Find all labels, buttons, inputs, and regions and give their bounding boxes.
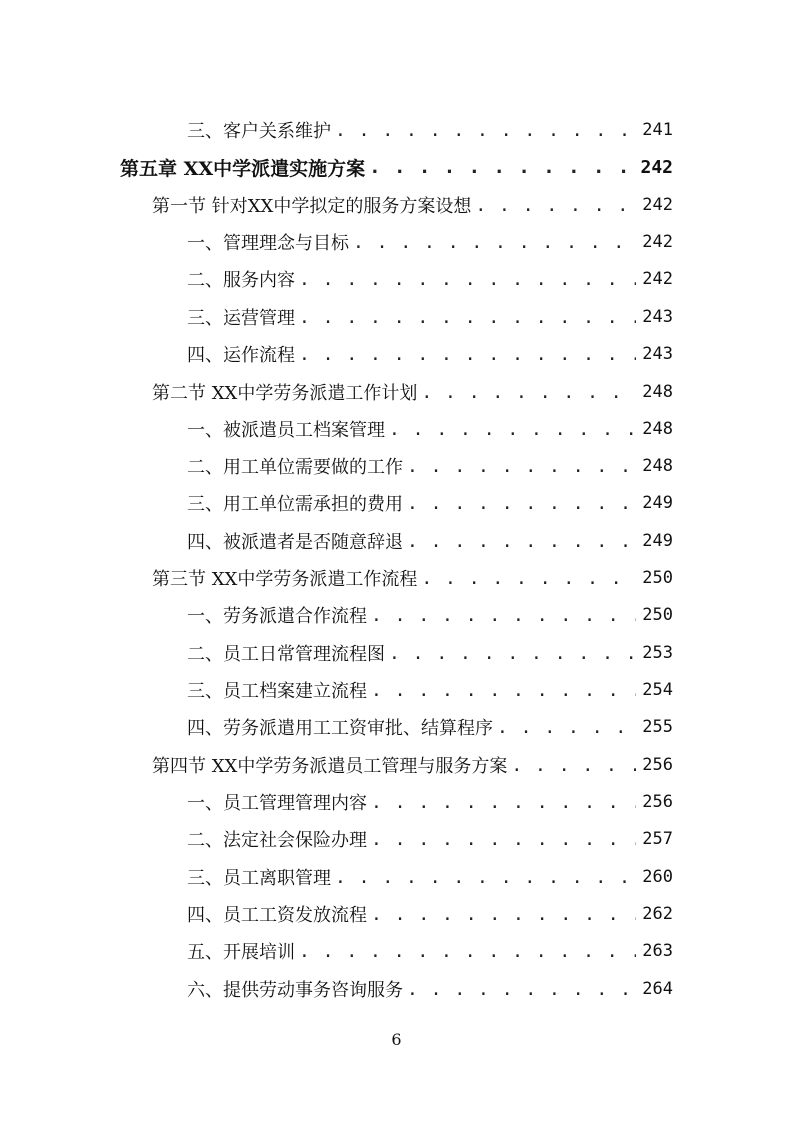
toc-entry[interactable] <box>0 712 673 742</box>
dot-leader <box>299 941 636 962</box>
toc-entry-title: 四、劳务派遣用工工资审批、结算程序 <box>187 718 493 739</box>
toc-entry-page: 256 <box>642 792 673 812</box>
toc-entry-title: 一、劳务派遣合作流程 <box>187 606 367 627</box>
toc-entry-page: 242 <box>642 195 673 215</box>
dot-leader <box>407 531 636 552</box>
dot-leader <box>371 829 636 850</box>
dot-leader <box>389 643 636 664</box>
toc-entry-page: 248 <box>642 382 673 402</box>
toc-entry-page: 262 <box>642 904 673 924</box>
dot-leader <box>371 792 636 813</box>
dot-leader <box>511 755 636 776</box>
toc-entry[interactable] <box>0 862 673 892</box>
dot-leader <box>407 456 636 477</box>
toc-entry-title: 二、服务内容 <box>187 270 295 291</box>
toc-entry[interactable] <box>0 526 673 556</box>
dot-leader <box>335 120 636 141</box>
toc-entry-page: 243 <box>642 307 673 327</box>
toc-entry[interactable] <box>0 824 673 854</box>
toc-entry[interactable] <box>0 302 673 332</box>
toc-entry[interactable] <box>0 936 673 966</box>
toc-entry-title: 三、员工离职管理 <box>187 868 331 889</box>
dot-leader <box>421 568 636 589</box>
toc-entry-title: 第五章 XX中学派遣实施方案 <box>120 157 366 180</box>
dot-leader <box>389 419 636 440</box>
toc-entry[interactable] <box>0 675 673 705</box>
dot-leader <box>371 605 636 626</box>
toc-entry-title: 三、员工档案建立流程 <box>187 681 367 702</box>
dot-leader <box>371 680 636 701</box>
toc-entry-title: 第一节 针对XX中学拟定的服务方案设想 <box>152 196 472 217</box>
toc-entry-title: 二、用工单位需要做的工作 <box>187 457 403 478</box>
toc-entry-page: 249 <box>642 531 673 551</box>
toc-entry-title: 二、员工日常管理流程图 <box>187 644 385 665</box>
toc-entry[interactable] <box>0 899 673 929</box>
toc-entry-page: 256 <box>642 755 673 775</box>
toc-entry[interactable] <box>0 264 673 294</box>
toc-entry-page: 242 <box>642 232 673 252</box>
toc-entry[interactable] <box>0 451 673 481</box>
toc-entry[interactable] <box>0 339 673 369</box>
toc-entry-title: 四、被派遣者是否随意辞退 <box>187 532 403 553</box>
toc-entry-page: 250 <box>642 605 673 625</box>
toc-entry-title: 第二节 XX中学劳务派遣工作计划 <box>152 383 418 404</box>
dot-leader <box>299 269 636 290</box>
dot-leader <box>371 904 636 925</box>
toc-entry[interactable] <box>0 414 673 444</box>
toc-entry[interactable] <box>0 488 673 518</box>
toc-entry-title: 第三节 XX中学劳务派遣工作流程 <box>152 569 418 590</box>
dot-leader <box>299 307 636 328</box>
toc-entry[interactable] <box>0 974 673 1004</box>
toc-entry-page: 241 <box>642 120 673 140</box>
toc-entry[interactable] <box>0 787 673 817</box>
toc-entry-page: 248 <box>642 419 673 439</box>
dot-leader <box>299 344 636 365</box>
toc-entry-title: 第四节 XX中学劳务派遣员工管理与服务方案 <box>152 756 508 777</box>
toc-entry-page: 253 <box>642 643 673 663</box>
toc-entry-page: 250 <box>642 568 673 588</box>
toc-entry-page: 260 <box>642 867 673 887</box>
toc-entry-title: 三、运营管理 <box>187 308 295 329</box>
toc-entry-section[interactable] <box>0 190 673 220</box>
dot-leader <box>407 979 636 1000</box>
page-number: 6 <box>391 1030 402 1049</box>
dot-leader <box>335 867 636 888</box>
toc-entry-page: 255 <box>642 717 673 737</box>
toc-entry-page: 242 <box>640 156 673 178</box>
toc-entry-title: 二、法定社会保险办理 <box>187 830 367 851</box>
toc-entry-title: 一、员工管理管理内容 <box>187 793 367 814</box>
toc-entry-page: 249 <box>642 493 673 513</box>
dot-leader <box>475 195 636 216</box>
toc-entry-page: 243 <box>642 344 673 364</box>
dot-leader <box>497 717 636 738</box>
toc-entry[interactable] <box>0 600 673 630</box>
toc-entry-page: 257 <box>642 829 673 849</box>
toc-entry-title: 三、用工单位需承担的费用 <box>187 494 403 515</box>
dot-leader <box>369 156 634 178</box>
toc-entry-page: 248 <box>642 456 673 476</box>
dot-leader <box>353 232 636 253</box>
toc-entry-title: 四、员工工资发放流程 <box>187 905 367 926</box>
toc-entry-title: 三、客户关系维护 <box>187 121 331 142</box>
toc-entry-section[interactable] <box>0 377 673 407</box>
toc-entry-page: 242 <box>642 269 673 289</box>
toc-entry-page: 264 <box>642 979 673 999</box>
toc-entry-title: 五、开展培训 <box>187 942 295 963</box>
toc-entry-page: 263 <box>642 941 673 961</box>
toc-entry[interactable] <box>0 638 673 668</box>
toc-entry[interactable] <box>0 227 673 257</box>
toc-entry-page: 254 <box>642 680 673 700</box>
toc-entry-chapter[interactable] <box>0 152 673 182</box>
toc-entry-title: 六、提供劳动事务咨询服务 <box>187 980 403 1001</box>
dot-leader <box>421 382 636 403</box>
toc-entry-title: 一、被派遣员工档案管理 <box>187 420 385 441</box>
toc-entry-title: 一、管理理念与目标 <box>187 233 349 254</box>
toc-entry-section[interactable] <box>0 563 673 593</box>
toc-entry-title: 四、运作流程 <box>187 345 295 366</box>
toc-entry-section[interactable] <box>0 750 673 780</box>
dot-leader <box>407 493 636 514</box>
toc-entry[interactable] <box>0 115 673 145</box>
